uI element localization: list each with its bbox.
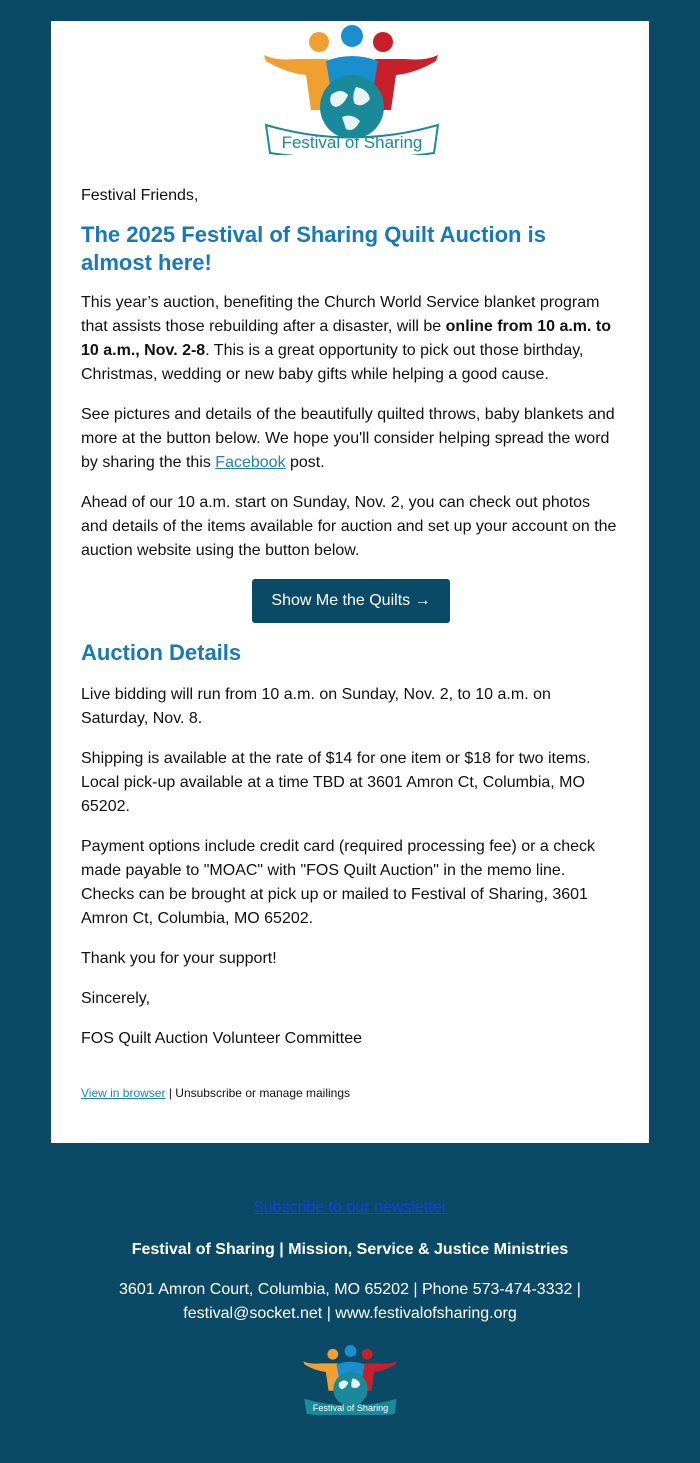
headline: The 2025 Festival of Sharing Quilt Auction is almost here!	[81, 222, 546, 275]
closing-line: Sincerely,	[81, 990, 151, 1007]
show-quilts-button[interactable]: Show Me the Quilts →	[252, 579, 449, 623]
details-bidding: Live bidding will run from 10 a.m. on Sunday, Nov. 2, to 10 a.m. on Saturday, Nov. 8.	[81, 686, 551, 727]
org-name: Festival of Sharing | Mission, Service & Justice Ministries	[131, 1241, 569, 1258]
page-footer	[0, 1196, 700, 1326]
details-shipping: Shipping is available at the rate of $14 for one item or $18 for two items. Local pick-up available at a time TBD at 3601 Amron Ct, Columbia, MO 65202.	[81, 750, 591, 815]
greeting: Festival Friends,	[81, 187, 199, 204]
details-heading: Auction Details	[81, 640, 242, 665]
email-footer-links	[81, 1085, 621, 1101]
share-paragraph	[81, 403, 621, 475]
unsubscribe-link[interactable]: Unsubscribe or manage mailings	[175, 1086, 351, 1100]
email-card	[51, 21, 649, 1143]
logo-text: Festival of Sharing	[281, 133, 423, 152]
festival-logo-small	[299, 1345, 401, 1415]
address-line-1: 3601 Amron Court, Columbia, MO 65202 | Phone 573-474-3332 |	[119, 1281, 581, 1298]
subscribe-link[interactable]: Subscribe to our newsletter	[253, 1199, 447, 1216]
facebook-link[interactable]: Facebook	[215, 454, 286, 471]
footer-separator: |	[165, 1086, 176, 1100]
intro-bold-dates: online from 10 a.m. to 10 a.m., Nov. 2-8	[81, 318, 611, 359]
ahead-paragraph: Ahead of our 10 a.m. start on Sunday, Nov. 2, you can check out photos and details of the items available for auction and set up your account on the auction website using the button below.	[81, 494, 617, 559]
view-in-browser-link[interactable]: View in browser	[81, 1086, 166, 1100]
intro-text-end: . This is a great opportunity to pick out those birthday, Christmas, wedding or new baby gifts while helping a good cause.	[81, 342, 584, 383]
signature: FOS Quilt Auction Volunteer Committee	[81, 1030, 363, 1047]
festival-logo	[256, 25, 446, 155]
thanks-line: Thank you for your support!	[81, 950, 277, 967]
intro-paragraph	[81, 291, 621, 387]
details-payment: Payment options include credit card (required processing fee) or a check made payable to "MOAC" with "FOS Quilt Auction" in the memo line. Checks can be brought at pick up or mailed to Festival of Sharing, 3601 Amron Ct, Columbia, MO 65202.	[81, 838, 596, 927]
logo-small-text: Festival of Sharing	[312, 1403, 389, 1414]
address-line-2: festival@socket.net | www.festivalofsharing.org	[183, 1305, 517, 1322]
email-body	[81, 184, 621, 1101]
share-text-end: post.	[285, 454, 325, 471]
intro-text: This year’s auction, benefiting the Church World Service blanket program that assists those rebuilding after a disaster, will be	[81, 294, 600, 335]
share-text: See pictures and details of the beautifully quilted throws, baby blankets and more at the button below. We hope you'll consider helping spread the word by sharing the this	[81, 406, 615, 471]
